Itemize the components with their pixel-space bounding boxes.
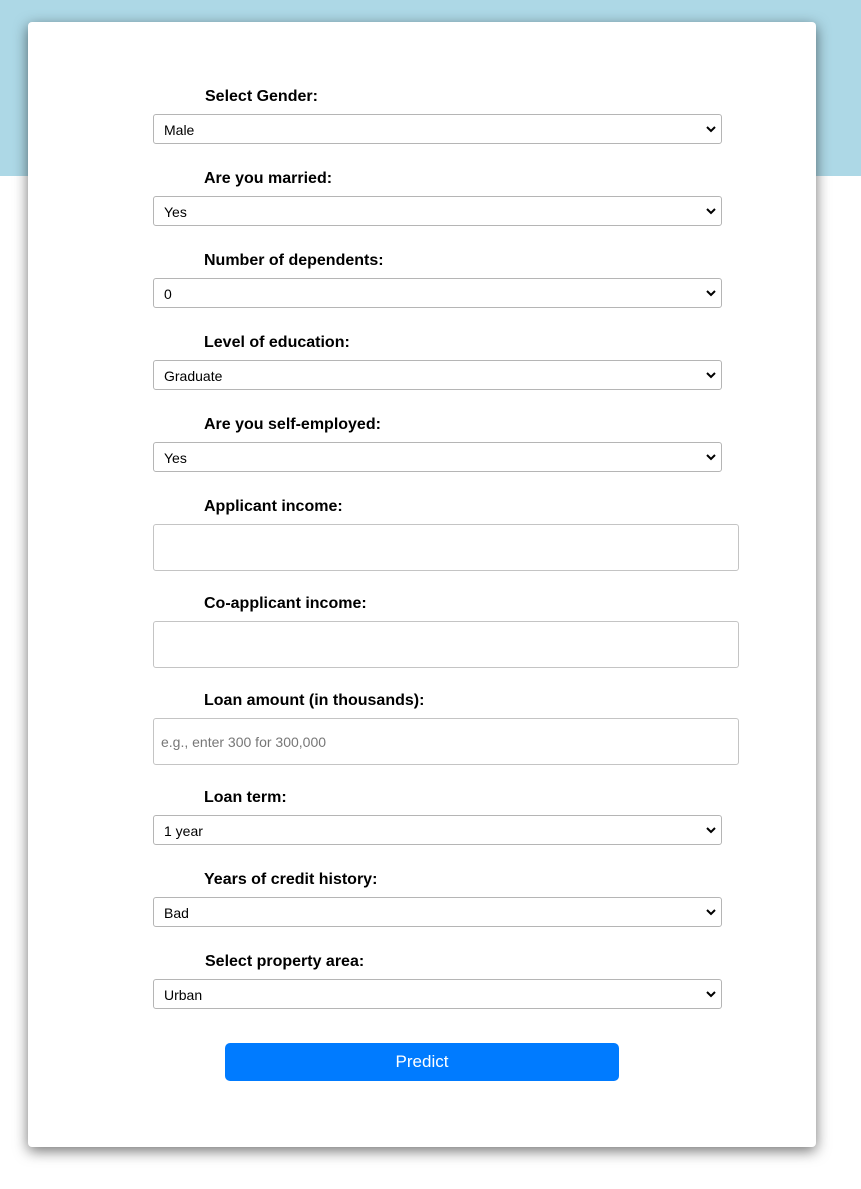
chevron-down-icon (705, 369, 717, 381)
property-area-select[interactable] (153, 979, 722, 1009)
coapplicant-income-input[interactable] (153, 621, 739, 668)
loan-form-card (28, 22, 816, 1147)
credit-history-select[interactable] (153, 897, 722, 927)
chevron-down-icon (705, 988, 717, 1000)
education-select[interactable] (153, 360, 722, 390)
gender-label: Select Gender: (205, 88, 318, 105)
dependents-select[interactable] (153, 278, 722, 308)
self-employed-select-value: Yes (164, 450, 187, 466)
credit-history-select-value: Bad (164, 905, 189, 921)
chevron-down-icon (705, 906, 717, 918)
dependents-select-value: 0 (164, 286, 172, 302)
applicant-income-label: Applicant income: (204, 498, 343, 515)
chevron-down-icon (705, 123, 717, 135)
self-employed-label: Are you self-employed: (204, 416, 381, 433)
property-area-select-value: Urban (164, 987, 203, 1003)
gender-select-value: Male (164, 122, 195, 138)
chevron-down-icon (705, 451, 717, 463)
loan-amount-input[interactable] (153, 718, 739, 765)
dependents-label: Number of dependents: (204, 252, 384, 269)
property-area-label: Select property area: (205, 953, 365, 970)
married-label: Are you married: (204, 170, 333, 187)
loan-amount-label: Loan amount (in thousands): (204, 692, 425, 709)
chevron-down-icon (705, 205, 717, 217)
education-select-value: Graduate (164, 368, 223, 384)
credit-history-label: Years of credit history: (204, 871, 378, 888)
loan-term-select[interactable] (153, 815, 722, 845)
self-employed-select[interactable] (153, 442, 722, 472)
loan-term-select-value: 1 year (164, 823, 203, 839)
married-select[interactable] (153, 196, 722, 226)
education-label: Level of education: (204, 334, 350, 351)
predict-button[interactable]: Predict (225, 1043, 619, 1081)
gender-select[interactable] (153, 114, 722, 144)
married-select-value: Yes (164, 204, 187, 220)
chevron-down-icon (705, 287, 717, 299)
chevron-down-icon (705, 824, 717, 836)
coapplicant-income-label: Co-applicant income: (204, 595, 367, 612)
applicant-income-input[interactable] (153, 524, 739, 571)
loan-term-label: Loan term: (204, 789, 287, 806)
